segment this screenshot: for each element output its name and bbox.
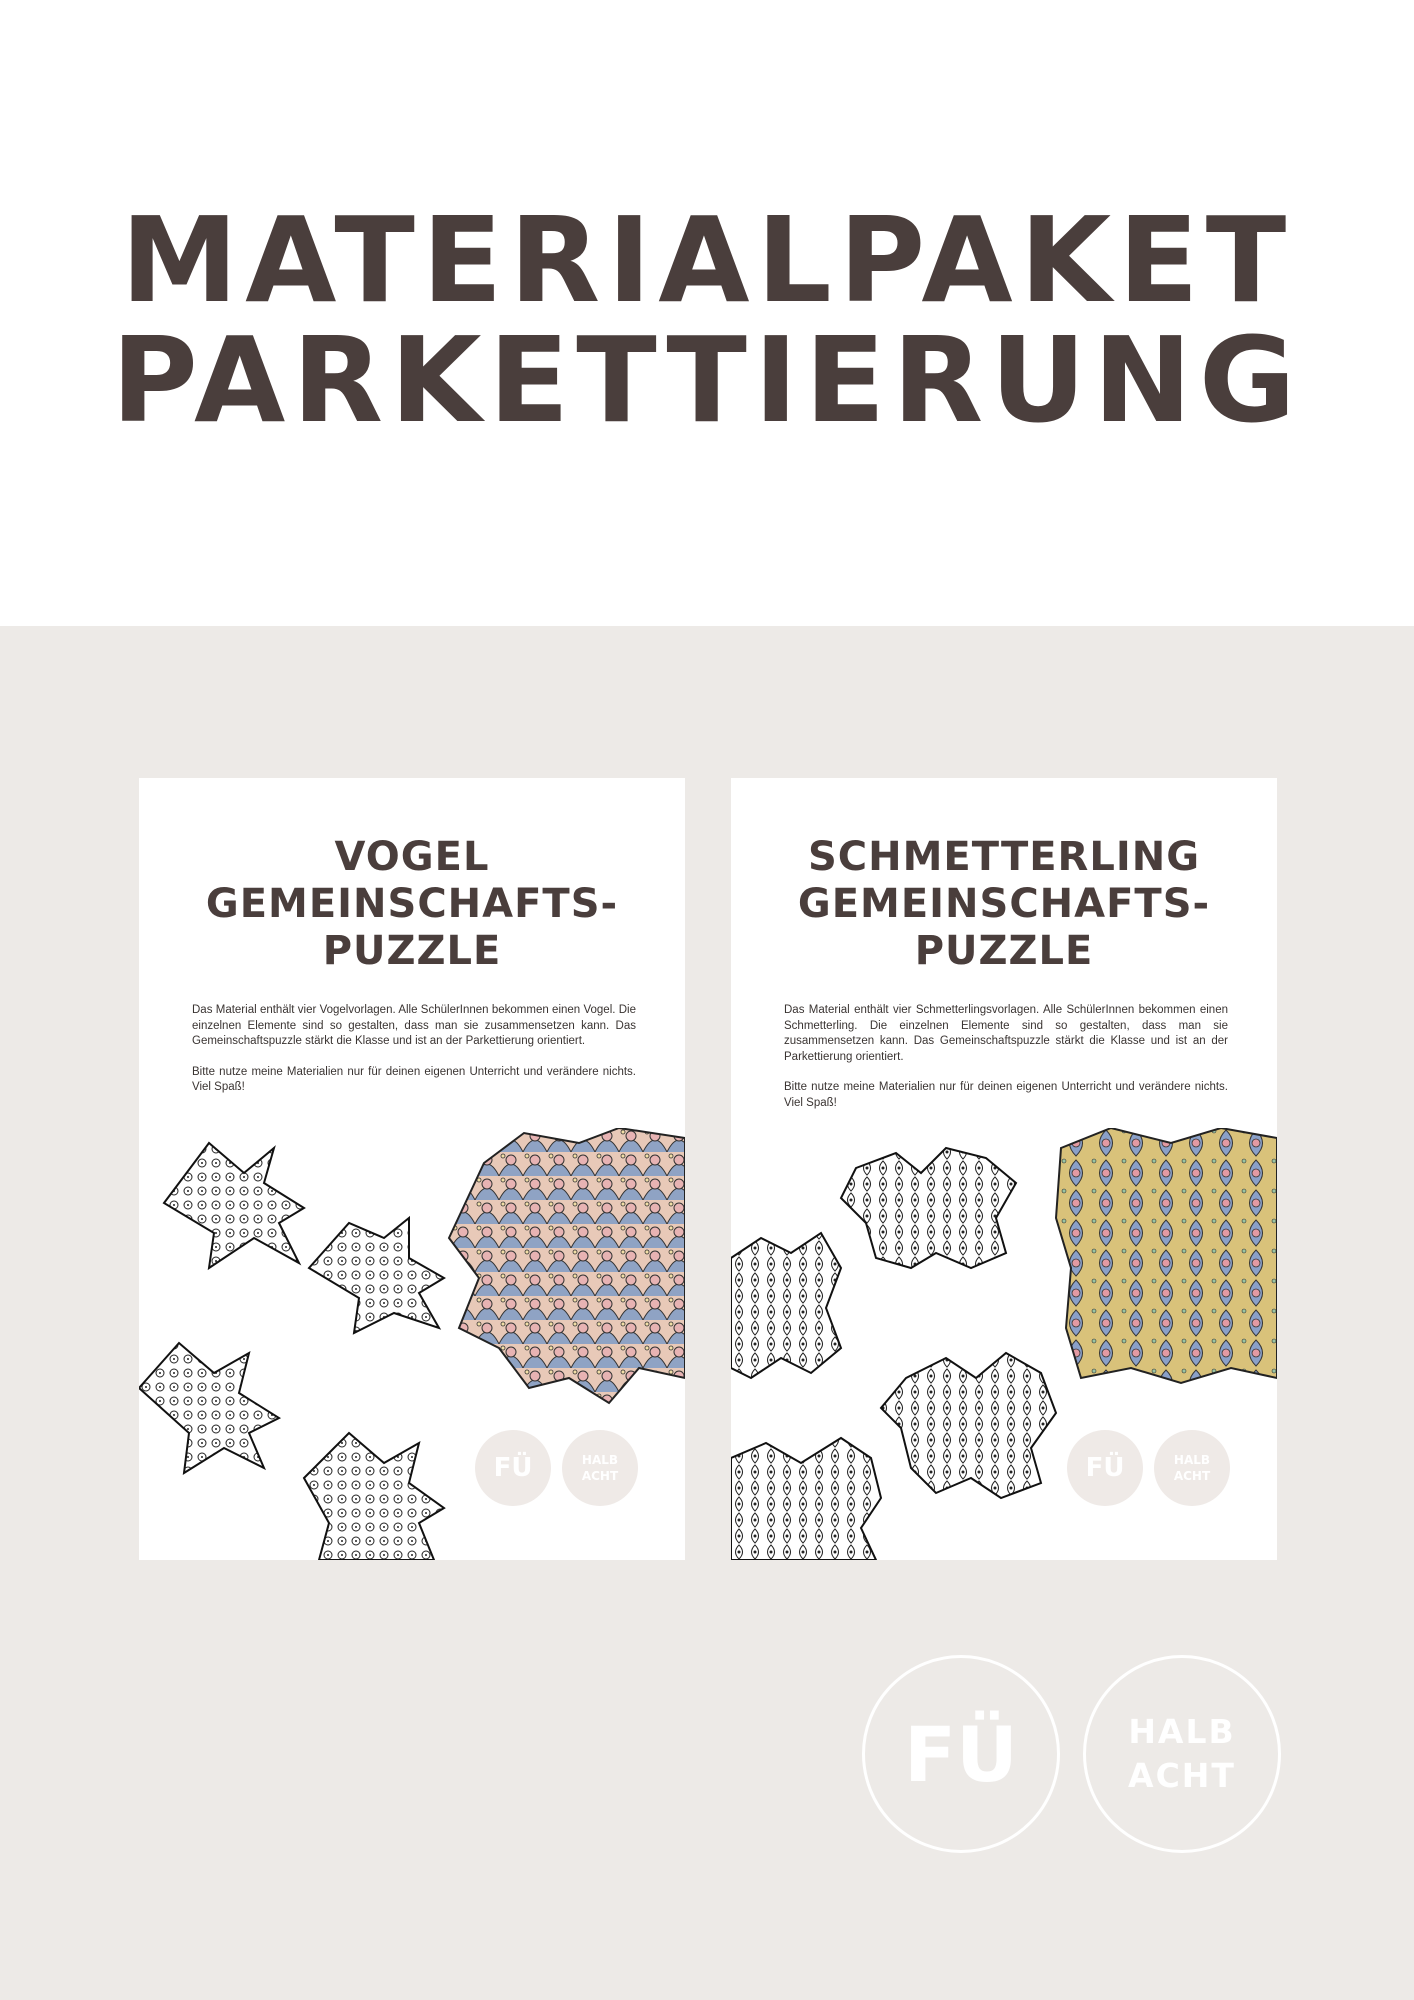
card-title-line-2: GEMEINSCHAFTS-	[205, 881, 619, 927]
halb-acht-badge	[1154, 1430, 1230, 1506]
fu-badge: FÜ	[475, 1430, 551, 1506]
card-title	[731, 834, 1277, 975]
card-title-line-1: SCHMETTERLING	[807, 834, 1201, 880]
halb-acht-badge	[562, 1430, 638, 1506]
badge-word-acht: ACHT	[1173, 1469, 1211, 1483]
page-title-line-2: PARKETTIERUNG	[111, 311, 1303, 449]
card-title-line-1: VOGEL	[334, 834, 490, 880]
schmetterling-preview-card	[731, 778, 1277, 1560]
card-description-paragraph-2: Bitte nutze meine Materialien nur für deinen eigenen Unterricht und verändere nichts. Viel Spaß!	[192, 1065, 636, 1093]
page-title-line-1: MATERIALPAKET	[120, 191, 1294, 329]
card-description	[192, 1003, 636, 1111]
badge-word-halb: HALB	[1173, 1453, 1211, 1467]
halb-acht-logo-badge	[1083, 1655, 1281, 1853]
card-title	[139, 834, 685, 975]
badge-word-halb: HALB	[581, 1453, 619, 1467]
card-description-paragraph-1: Das Material enthält vier Schmetterlingsvorlagen. Alle SchülerInnen bekommen einen Schmetterling. Die einzelnen Elemente sind so gestalten, dass man sie zusammensetzen kann. Das Gemeinschaftspuzzle stärkt die Klasse und ist an der Parkettierung orientiert.	[784, 1004, 1228, 1063]
card-title-line-2: GEMEINSCHAFTS-	[797, 881, 1211, 927]
fu-badge: FÜ	[1067, 1430, 1143, 1506]
card-title-line-3: PUZZLE	[322, 928, 502, 974]
fu-logo-badge: FÜ	[862, 1655, 1060, 1853]
card-description	[784, 1003, 1228, 1126]
vogel-preview-card	[139, 778, 685, 1560]
card-title-line-3: PUZZLE	[914, 928, 1094, 974]
page-title	[0, 191, 1414, 449]
card-description-paragraph-2: Bitte nutze meine Materialien nur für deinen eigenen Unterricht und verändere nichts. Viel Spaß!	[784, 1081, 1228, 1109]
logo-word-halb: HALB	[1128, 1712, 1236, 1751]
logo-word-acht: ACHT	[1128, 1756, 1236, 1795]
card-description-paragraph-1: Das Material enthält vier Vogelvorlagen. Alle SchülerInnen bekommen einen Vogel. Die einzelnen Elemente sind so gestalten, dass man sie zusammensetzen kann. Das Gemeinschaftspuzzle stärkt die Klasse und ist an der Parkettierung orientiert.	[192, 1004, 636, 1047]
badge-word-acht: ACHT	[581, 1469, 619, 1483]
